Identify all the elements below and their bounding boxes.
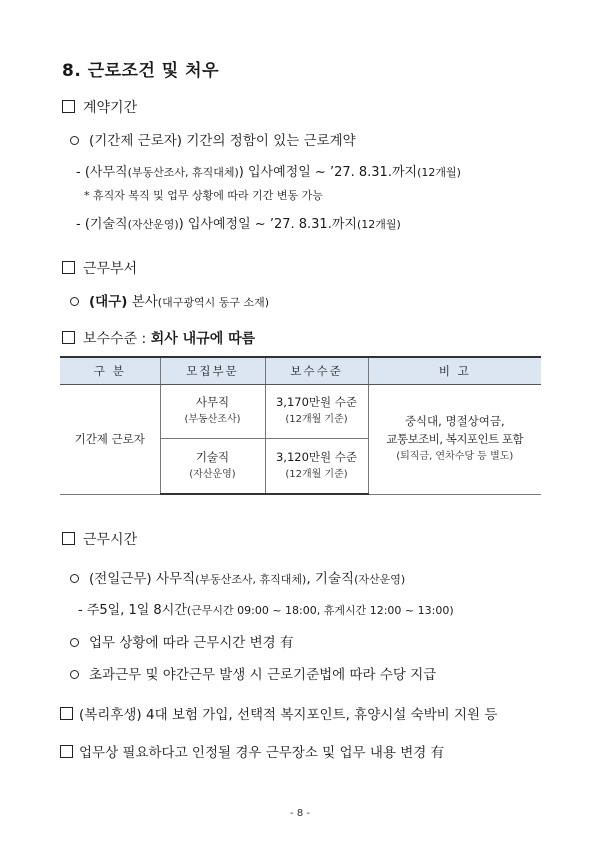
checkbox-square-icon [62, 261, 75, 274]
hours-bullet1-a: (전일근무) 사무직 [89, 571, 196, 587]
checkbox-square-icon [62, 100, 75, 113]
contract-bullet [70, 129, 356, 149]
page-number: - 8 - [290, 808, 310, 819]
dept-address: (대구광역시 동구 소재) [157, 296, 270, 309]
header-remark: 비 고 [368, 357, 541, 384]
hours-bullet1-paren1: (부동산조사, 휴직대체) [195, 573, 307, 586]
pay-table [60, 356, 541, 495]
pay-title: 보수수준 : [83, 331, 151, 347]
header-pay: 보수수준 [265, 357, 368, 384]
clerical-paren: (부동산조사, 휴직대체) [127, 166, 239, 179]
pay-sub: (12개월 기준) [285, 468, 348, 480]
circle-bullet-icon [70, 638, 79, 647]
contract-bullet-text: (기간제 근로자) 기간의 정함이 있는 근로계약 [89, 133, 356, 149]
pay-amount: 3,170만원 수준 [275, 395, 357, 409]
dept-bullet [70, 290, 269, 310]
hours-section-title [62, 529, 137, 549]
dept-cell [160, 384, 265, 438]
hours-bullet1-b: , 기술직 [306, 571, 355, 587]
pay-sub: (12개월 기준) [285, 414, 348, 425]
circle-bullet-icon [70, 574, 79, 583]
hours-bullet-1 [70, 567, 405, 587]
hours-bullet1-paren2: (자산운영) [354, 573, 406, 586]
hours-title: 근무시간 [83, 532, 138, 548]
hours-dash-line [78, 599, 454, 618]
dept-location: (대구) [89, 294, 128, 310]
clerical-period: ) 입사예정일 ~ ’27. 8.31.까지 [238, 165, 418, 180]
contract-section-title [62, 97, 137, 117]
tech-prefix: - (기술직 [76, 217, 128, 232]
dept-sub: (부동산조사) [184, 414, 241, 425]
dept-name: 사무직 [195, 395, 230, 409]
circle-bullet-icon [70, 136, 79, 145]
pay-title-bold: 회사 내규에 따름 [150, 331, 256, 347]
table-row [60, 384, 541, 438]
checkbox-square-icon [62, 532, 75, 545]
tech-paren: (자산운영) [127, 218, 179, 231]
clerical-prefix: - (사무직 [76, 165, 128, 180]
hours-bullet2-text: 업무 상황에 따라 근무시간 변경 有 [89, 635, 294, 651]
circle-bullet-icon [70, 297, 79, 306]
dept-cell [160, 438, 265, 494]
dept-office: 본사 [127, 294, 158, 310]
section-heading: 8. 근로조건 및 처우 [62, 61, 219, 81]
remark-cell [368, 384, 541, 494]
welfare-text: (복리후생) 4대 보험 가입, 선택적 복지포인트, 휴양시설 숙박비 지원 등 [79, 707, 498, 723]
pay-cell [265, 438, 368, 494]
contract-tech-line [76, 213, 401, 232]
hours-dash-b: (근무시간 09:00 ~ 18:00, 휴게시간 12:00 ~ 13:00) [186, 604, 454, 617]
change-line [60, 741, 444, 761]
remark-line-3: (퇴직금, 연차수당 등 별도) [396, 451, 514, 462]
category-text: 기간제 근로자 [74, 432, 145, 446]
circle-bullet-icon [70, 670, 79, 679]
welfare-line [60, 703, 497, 723]
hours-bullet-2 [70, 631, 294, 651]
category-cell [60, 384, 160, 494]
checkbox-square-icon [60, 745, 73, 758]
hours-dash-a: - 주5일, 1일 8시간 [78, 603, 187, 618]
pay-cell [265, 384, 368, 438]
tech-period: ) 입사예정일 ~ ’27. 8.31.까지 [178, 217, 357, 232]
pay-amount: 3,120만원 수준 [275, 449, 357, 464]
contract-title: 계약기간 [83, 100, 138, 116]
change-text: 업무상 필요하다고 인정될 경우 근무장소 및 업무 내용 변경 有 [79, 745, 445, 761]
contract-clerical-line [76, 161, 461, 180]
remark-line-1: 중식대, 명절상여금, [404, 414, 505, 428]
hours-bullet3-text: 초과근무 및 야간근무 발생 시 근로기준법에 따라 수당 지급 [89, 667, 437, 683]
checkbox-square-icon [60, 707, 73, 720]
checkbox-square-icon [62, 331, 75, 344]
clerical-months: (12개월) [417, 166, 461, 179]
hours-bullet-3 [70, 663, 436, 683]
table-header-row [60, 357, 541, 384]
pay-section-title [62, 328, 255, 348]
remark-line-2: 교통보조비, 복지포인트 포함 [386, 432, 524, 446]
header-dept: 모집부문 [160, 357, 265, 384]
header-category: 구 분 [60, 357, 160, 384]
tech-months: (12개월) [356, 218, 401, 231]
dept-section-title [62, 258, 137, 278]
dept-title: 근무부서 [83, 261, 138, 277]
contract-note: * 휴직자 복직 및 업무 상황에 따라 기간 변동 가능 [84, 189, 323, 202]
dept-sub: (자산운영) [189, 468, 236, 480]
dept-name: 기술직 [195, 449, 230, 464]
